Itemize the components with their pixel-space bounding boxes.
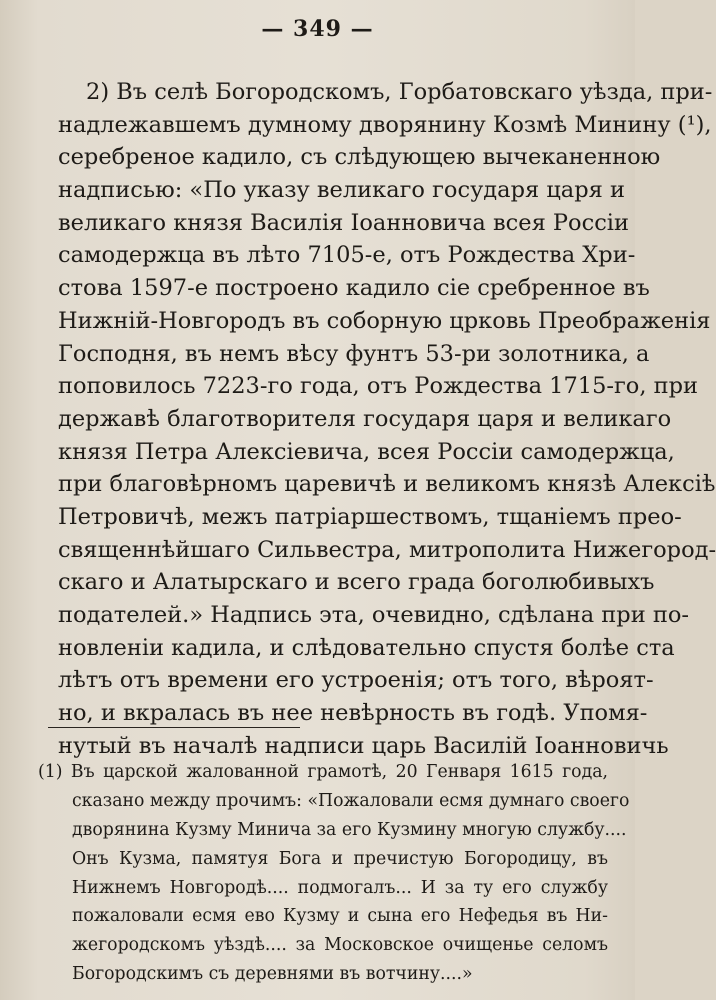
footnote-line: жегородскомъ уѣздѣ.... за Московское очищенье селомъ	[72, 935, 608, 956]
paragraph-line: самодержца въ лѣто 7105-е, отъ Рождества Хри-	[58, 242, 636, 269]
footnote-line: Онъ Кузма, памятуя Бога и пречистую Богородицу, въ	[72, 848, 608, 869]
footnote-line: сказано между прочимъ: «Пожаловали есмя думнаго своего	[72, 790, 630, 811]
paragraph-line: 2) Въ селѣ Богородскомъ, Горбатовскаго уѣзда, при-	[86, 79, 713, 105]
paragraph-line: надлежавшемъ думному дворянину Козмѣ Минину (¹),	[58, 111, 712, 138]
paragraph-line: скаго и Алатырскаго и всего града боголюбивыхъ	[58, 569, 655, 596]
footnote-line: Богородскимъ съ деревнями въ вотчину....»	[72, 964, 473, 985]
paragraph-line: поповилось 7223-го года, отъ Рождества 1715-го, при	[58, 373, 699, 400]
paragraph-line: Господня, въ немъ вѣсу фунтъ 53-ри золотника, а	[58, 340, 650, 367]
paragraph-line: Нижній-Новгородъ въ соборную црковь Преображенія	[58, 307, 711, 334]
paragraph-line: но, и вкралась въ нее невѣрность въ годѣ. Упомя-	[58, 700, 648, 727]
footnote	[38, 758, 630, 989]
paragraph-line: новленіи кадила, и слѣдовательно спустя болѣе ста	[58, 634, 675, 661]
footnote-line: (1) Въ царской жалованной грамотѣ, 20 Генваря 1615 года,	[38, 762, 608, 782]
paragraph-line: лѣтъ отъ времени его устроенія; отъ того, вѣроят-	[58, 667, 654, 694]
paragraph-line: подателей.» Надпись эта, очевидно, сдѣлана при по-	[58, 602, 689, 628]
paragraph-line: священнѣйшаго Сильвестра, митрополита Нижегород-	[58, 536, 716, 563]
page-number: — 349 —	[261, 16, 374, 42]
footnote-divider	[48, 727, 300, 728]
main-paragraph	[58, 76, 716, 762]
paragraph-line: при благовѣрномъ царевичѣ и великомъ князѣ Алексіѣ	[58, 471, 716, 498]
footnote-line: дворянина Кузму Минича за его Кузмину многую службу....	[72, 819, 627, 840]
paragraph-line: надписью: «По указу великаго государя царя и	[58, 177, 625, 204]
paragraph-line: серебреное кадило, съ слѣдующею вычеканенною	[58, 144, 661, 171]
paragraph-line: державѣ благотворителя государя царя и великаго	[58, 405, 672, 432]
paragraph-line: великаго князя Василія Іоанновича всея Россіи	[58, 209, 629, 236]
paragraph-line: князя Петра Алексіевича, всея Россіи самодержца,	[58, 438, 675, 465]
footnote-line: пожаловали есмя ево Кузму и сына его Нефедья въ Ни-	[72, 906, 608, 927]
paragraph-line: Петровичѣ, межъ патріаршествомъ, тщаніемъ прео-	[58, 503, 682, 530]
paragraph-line: нутый въ началѣ надписи царь Василій Іоанновичь	[58, 732, 669, 759]
paragraph-line: стова 1597-е построено кадило сіе сребренное въ	[58, 275, 650, 302]
footnote-line: Нижнемъ Новгородѣ.... подмогалъ... И за ту его службу	[72, 877, 608, 898]
